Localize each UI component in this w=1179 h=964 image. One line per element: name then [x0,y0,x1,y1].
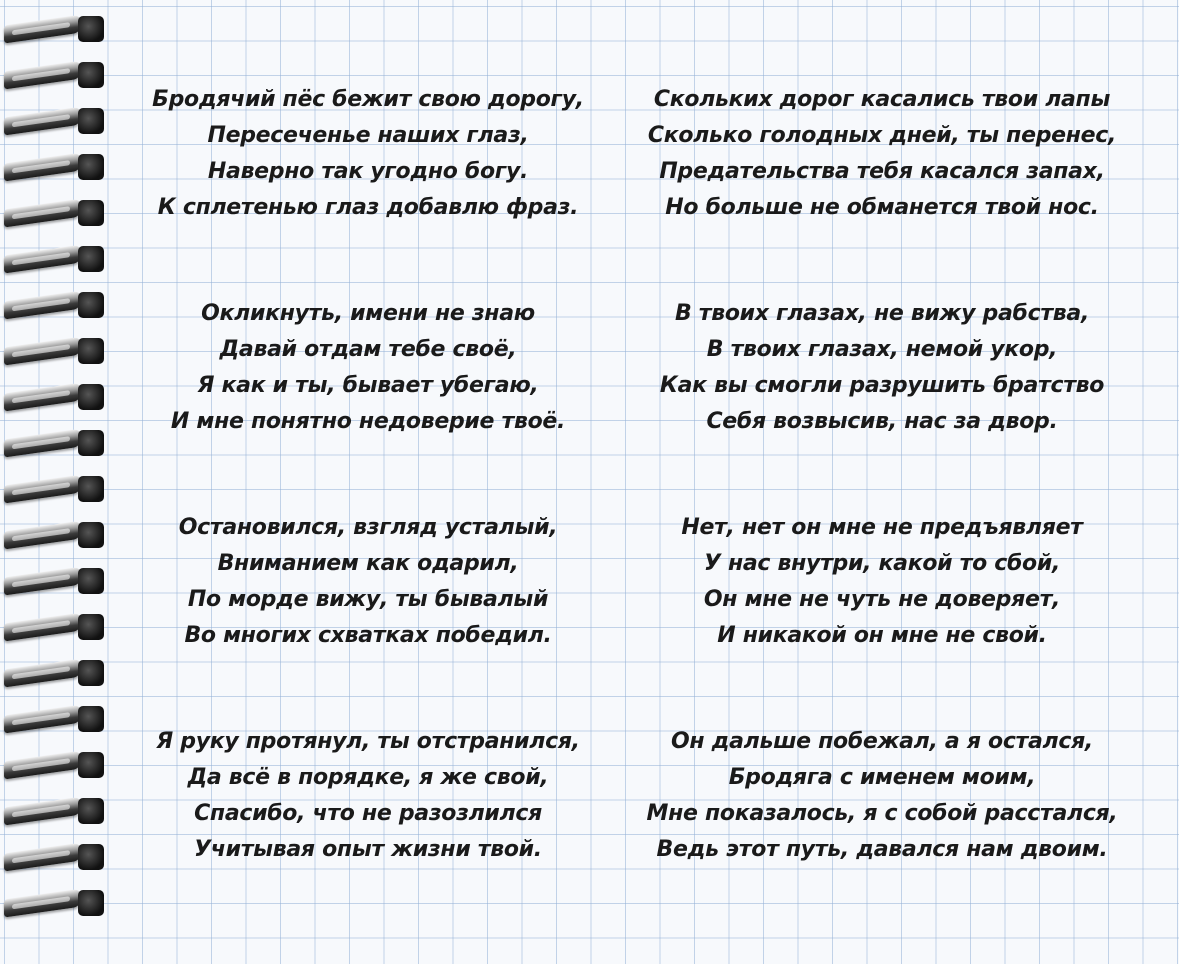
poem-line: Я руку протянул, ты отстранился, [156,729,580,754]
poem-line: Вниманием как одарил, [217,551,519,576]
spiral-ring-icon [4,886,104,920]
poem-line: Остановился, взгляд усталый, [178,515,558,540]
poem-line: К сплетенью глаз добавлю фраз. [157,195,579,220]
poem-line: В твоих глазах, немой укор, [706,337,1058,362]
poem-line: Скольких дорог касались твои лапы [653,87,1111,112]
spiral-ring-icon [4,656,104,690]
poem-line: Бродячий пёс бежит свою дорогу, [152,87,584,112]
poem-line: По морде вижу, ты бывалый [187,587,549,612]
poem-line: Учитывая опыт жизни твой. [194,837,542,862]
stanza [622,510,1142,724]
poem-line: Сколько голодных дней, ты перенес, [647,123,1117,148]
poem-line: Как вы смогли разрушить братство [659,373,1105,398]
poem-line: Мне показалось, я с собой расстался, [646,801,1118,826]
poem-line: В твоих глазах, не вижу рабства, [674,301,1090,326]
spiral-ring-icon [4,242,104,276]
poem-line: Да всё в порядке, я же свой, [187,765,549,790]
poem-line: Но больше не обманется твой нос. [665,195,1099,220]
stanza [118,296,618,510]
poem-column-left [118,82,618,938]
poem-line: Наверно так угодно богу. [207,159,529,184]
spiral-ring-icon [4,518,104,552]
spiral-ring-icon [4,288,104,322]
spiral-ring-icon [4,472,104,506]
poem-line: Я как и ты, бывает убегаю, [197,373,539,398]
stanza [118,510,618,724]
stanza [118,82,618,296]
spiral-binding [0,0,110,964]
spiral-ring-icon [4,380,104,414]
poem-line: Ведь этот путь, давался нам двоим. [656,837,1108,862]
stanza [622,724,1142,938]
spiral-ring-icon [4,840,104,874]
spiral-ring-icon [4,426,104,460]
poem-line: У нас внутри, какой то сбой, [703,551,1061,576]
poem-line: И никакой он мне не свой. [717,623,1047,648]
poem-line: Окликнуть, имени не знаю [201,301,535,326]
spiral-ring-icon [4,748,104,782]
stanza [622,296,1142,510]
poem-line: Пересеченье наших глаз, [207,123,529,148]
poem-line: Бродяга с именем моим, [728,765,1036,790]
poem-line: Он мне не чуть не доверяет, [703,587,1061,612]
stanza [622,82,1142,296]
poem-line: И мне понятно недоверие твоё. [170,409,566,434]
poem-line: Себя возвысив, нас за двор. [706,409,1058,434]
poem-column-right [622,82,1142,938]
spiral-ring-icon [4,334,104,368]
spiral-ring-icon [4,104,104,138]
spiral-ring-icon [4,610,104,644]
poem-line: Предательства тебя касался запах, [659,159,1105,184]
spiral-ring-icon [4,564,104,598]
spiral-ring-icon [4,12,104,46]
spiral-ring-icon [4,58,104,92]
spiral-ring-icon [4,794,104,828]
poem-line: Давай отдам тебе своё, [219,337,517,362]
poem-line: Нет, нет он мне не предъявляет [681,515,1083,540]
spiral-ring-icon [4,702,104,736]
poem-line: Он дальше побежал, а я остался, [671,729,1093,754]
spiral-ring-icon [4,196,104,230]
spiral-ring-icon [4,150,104,184]
stanza [118,724,618,938]
poem-line: Спасибо, что не разозлился [194,801,542,826]
poem-line: Во многих схватках победил. [184,623,552,648]
